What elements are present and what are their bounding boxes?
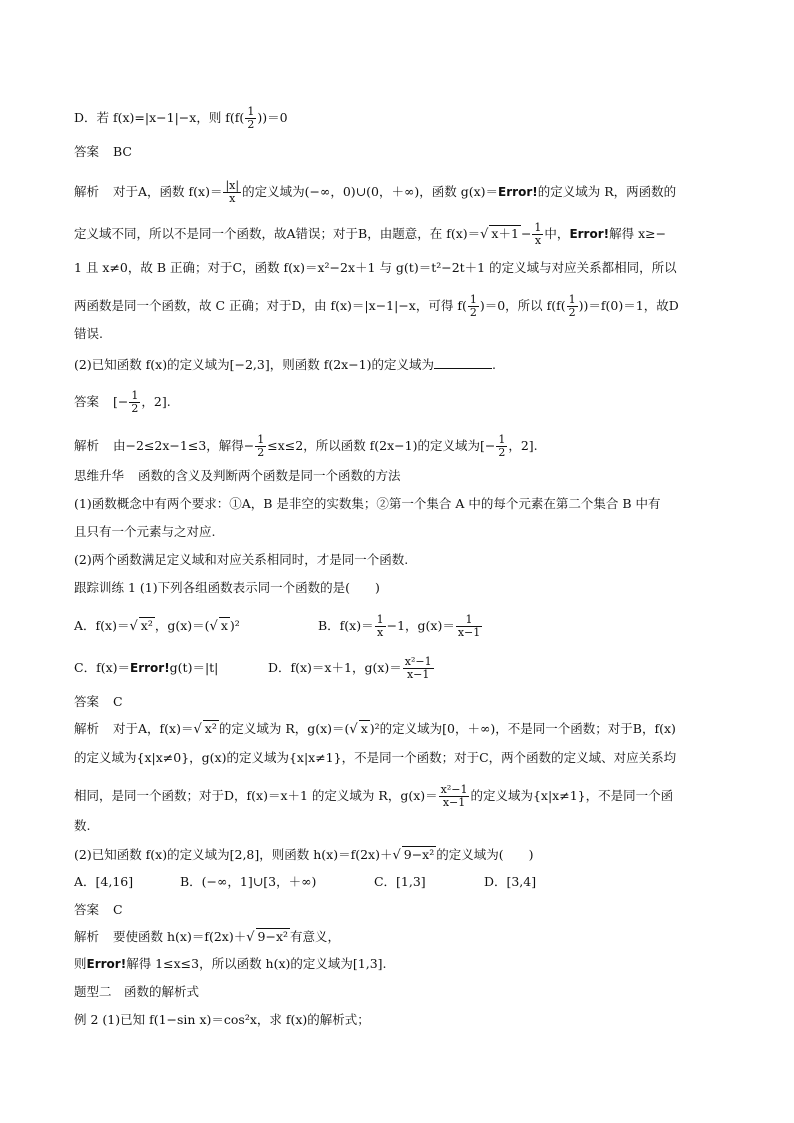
- answer-2: 答案 [− $\frac{1}{2}$ ，2].: [74, 389, 171, 415]
- analysis-1e: 错误.: [74, 326, 103, 341]
- summary-3: (2)两个函数满足定义域和对应关系相同时，才是同一个函数.: [74, 552, 409, 567]
- analysis-2: 解析 由−2≤2x−1≤3，解得− $\frac{1}{2}$ ≤x≤2，所以函数 f(2x−1)的定义域为[− $\frac{1}{2}$ ，2].: [74, 433, 538, 459]
- option-d-line: D．若 f(x)=|x−1|−x，则 f(f( $\frac{1}{2}$ ))＝0: [74, 105, 288, 131]
- analysis-3b: 的定义域为{x|x≠0}，g(x)的定义域为{x|x≠1}，不是同一个函数；对于C，两个函数的定义域、对应关系均: [74, 750, 677, 765]
- options-ab: A．f(x)＝√ x² ，g(x)＝(√ x )² B．f(x)＝ $\frac{1}{x}$ −1，g(x)＝ $\frac{1}{x-1}$: [74, 613, 481, 639]
- analysis-3d: 数.: [74, 818, 91, 833]
- analysis-1b: 定义域不同，所以不是同一个函数，故A错误；对于B，由题意，在 f(x)＝√ x＋1 − $\frac{1}{x}$ 中，Error!解得 x≥−: [74, 221, 667, 247]
- analysis-3a: 解析 对于A，f(x)＝√ x² 的定义域为 R，g(x)＝(√ x )²的定义域为[0，＋∞)，不是同一个函数；对于B，f(x): [74, 721, 676, 737]
- summary-1: (1)函数概念中有两个要求：①A，B 是非空的实数集；②第一个集合 A 中的每个元素在第二个集合 B 中有: [74, 496, 661, 511]
- analysis-1a: 解析 对于A，函数 f(x)＝ $\frac{|x|}{x}$ 的定义域为(−∞，0)∪(0，＋∞)，函数 g(x)＝Error!的定义域为 R，两函数的: [74, 179, 677, 205]
- example-2: 例 2 (1)已知 f(1−sin x)＝cos²x，求 f(x)的解析式；: [74, 1012, 370, 1027]
- question-4: (2)已知函数 f(x)的定义域为[2,8]，则函数 h(x)＝f(2x)＋√ 9−x² 的定义域为( ): [74, 847, 534, 863]
- analysis-1c: 1 且 x≠0，故 B 正确；对于C，函数 f(x)＝x²−2x＋1 与 g(t)＝t²−2t＋1 的定义域与对应关系都相同，所以: [74, 260, 677, 275]
- summary-title: 思维升华 函数的含义及判断两个函数是同一个函数的方法: [74, 468, 401, 483]
- analysis-3c: 相同，是同一个函数；对于D，f(x)＝x＋1 的定义域为 R，g(x)＝ $\frac{\text{x²−1}}{x-1}$ 的定义域为{x|x≠1}，不是同一个函: [74, 783, 674, 809]
- answer-blank: [434, 356, 492, 369]
- summary-2: 且只有一个元素与之对应.: [74, 524, 216, 539]
- analysis-4a: 解析 要使函数 h(x)＝f(2x)＋√ 9−x² 有意义，: [74, 929, 341, 945]
- options-cd: C．f(x)＝Error!g(t)＝|t| D．f(x)＝x＋1，g(x)＝ $\frac{\text{x²−1}}{x-1}$: [74, 655, 432, 681]
- answer-3: 答案 C: [74, 694, 123, 709]
- practice-1: 跟踪训练 1 (1)下列各组函数表示同一个函数的是( ): [74, 580, 380, 595]
- analysis-1d: 两函数是同一个函数，故 C 正确；对于D，由 f(x)＝|x−1|−x，可得 f( $\frac{1}{2}$ )＝0，所以 f(f( $\frac{1}{2}$ ))＝f(0)＝1，故D: [74, 293, 679, 319]
- answer-1: 答案 BC: [74, 144, 132, 159]
- answer-4: 答案 C: [74, 902, 123, 917]
- fraction: $\frac{1}{2}$: [247, 105, 255, 131]
- analysis-4b: 则Error!解得 1≤x≤3，所以函数 h(x)的定义域为[1,3].: [74, 956, 387, 971]
- section-heading: 题型二 函数的解析式: [74, 984, 200, 999]
- question-4-options: A．[4,16] B．(−∞，1]∪[3，＋∞) C．[1,3] D．[3,4]: [74, 874, 537, 889]
- question-2: (2)已知函数 f(x)的定义域为[−2,3]，则函数 f(2x−1)的定义域为 .: [74, 357, 496, 372]
